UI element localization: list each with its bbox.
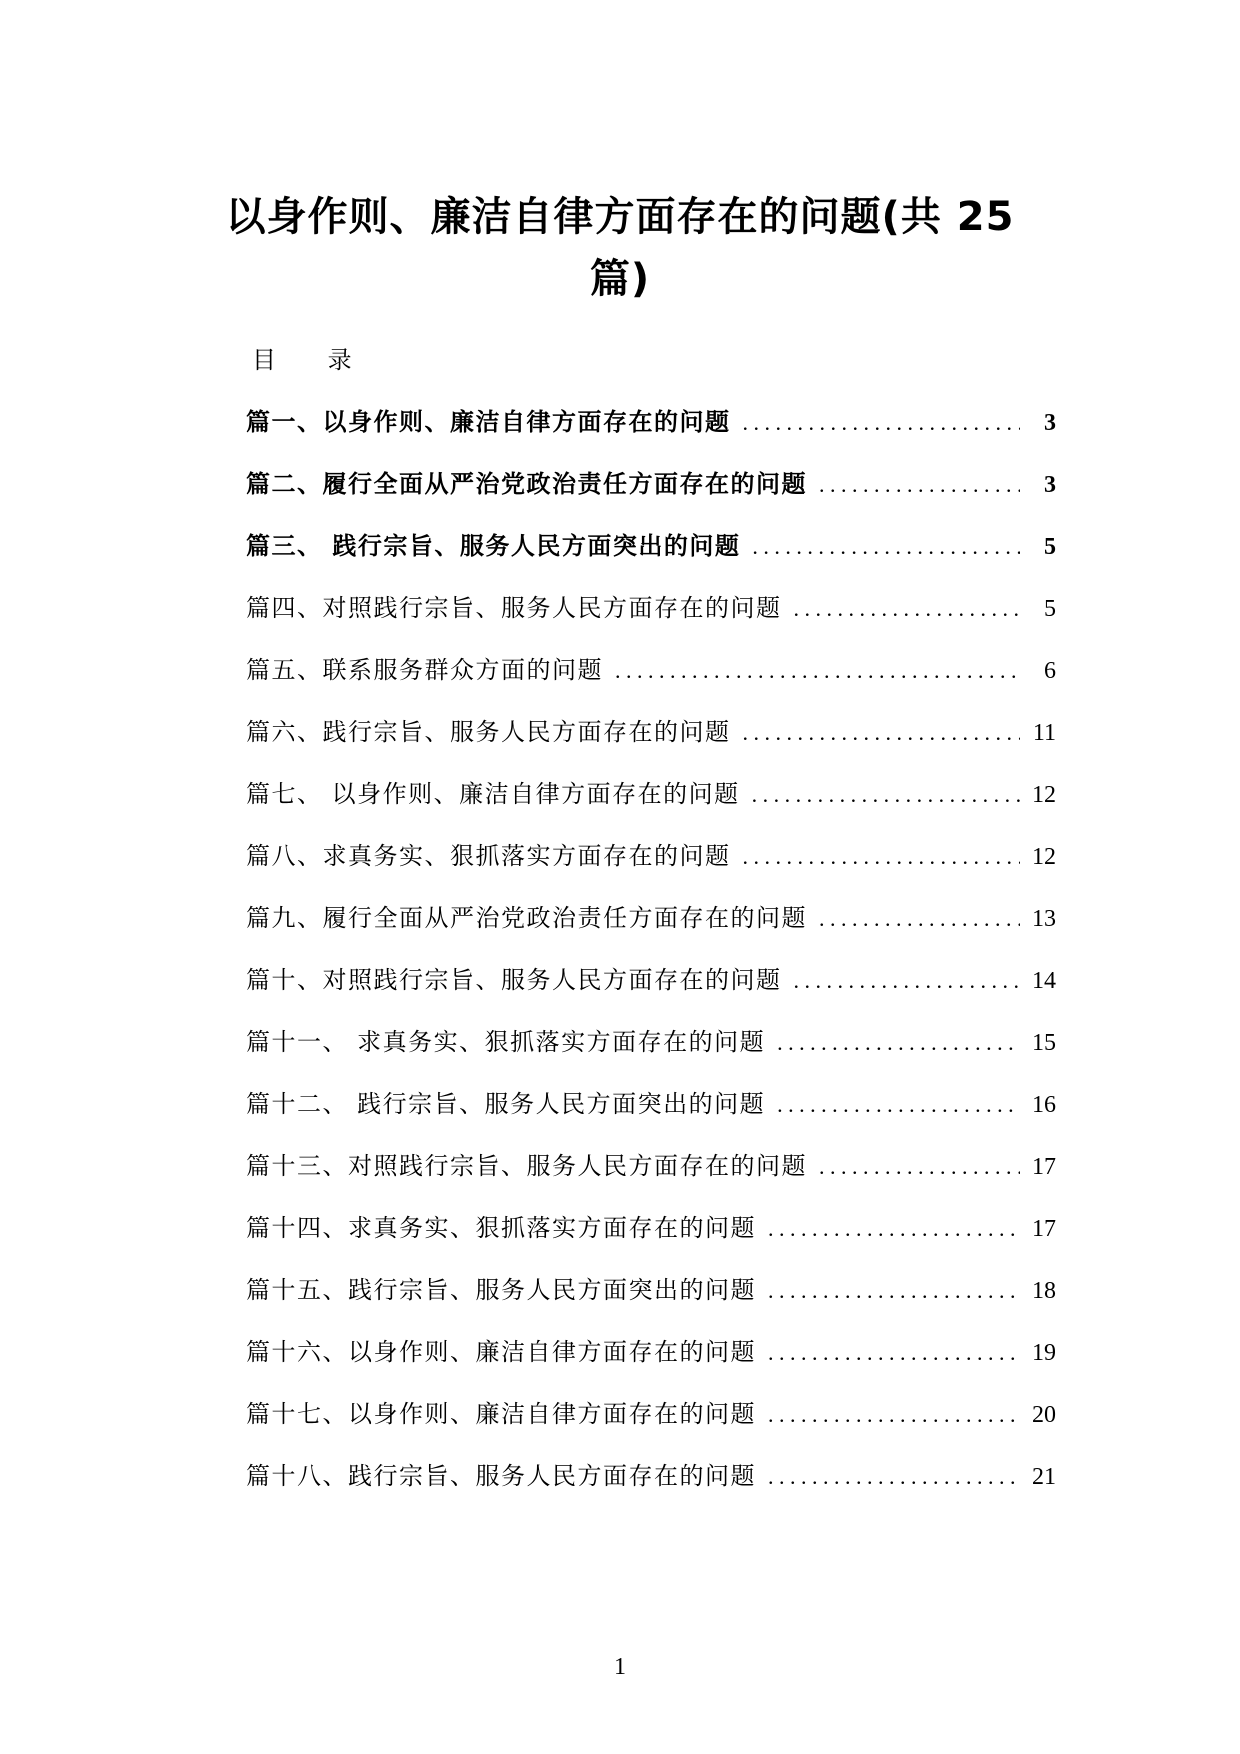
table-of-contents xyxy=(246,400,1056,1516)
toc-leader-dots xyxy=(777,1021,1020,1065)
toc-leader-dots xyxy=(794,959,1021,1003)
toc-entry[interactable] xyxy=(246,772,1056,834)
toc-entry-label: 篇八、求真务实、狠抓落实方面存在的问题 xyxy=(246,842,731,870)
toc-entry[interactable] xyxy=(246,1330,1056,1392)
toc-entry-label: 篇十、对照践行宗旨、服务人民方面存在的问题 xyxy=(246,966,782,994)
toc-entry-label: 篇六、践行宗旨、服务人民方面存在的问题 xyxy=(246,718,731,746)
toc-entry-page: 5 xyxy=(1044,534,1056,560)
toc-entry-page: 12 xyxy=(1032,782,1056,808)
toc-entry-label: 篇一、以身作则、廉洁自律方面存在的问题 xyxy=(246,408,731,436)
toc-entry-page: 5 xyxy=(1044,596,1056,622)
toc-entry[interactable] xyxy=(246,1268,1056,1330)
toc-entry-label: 篇九、履行全面从严治党政治责任方面存在的问题 xyxy=(246,904,807,932)
toc-entry[interactable] xyxy=(246,1144,1056,1206)
toc-leader-dots xyxy=(819,897,1020,941)
toc-entry[interactable] xyxy=(246,1392,1056,1454)
toc-entry-page: 3 xyxy=(1044,472,1056,498)
toc-entry[interactable] xyxy=(246,1454,1056,1516)
toc-entry[interactable] xyxy=(246,462,1056,524)
toc-entry-page: 12 xyxy=(1032,844,1056,870)
toc-entry-label: 篇十二、 践行宗旨、服务人民方面突出的问题 xyxy=(246,1090,766,1118)
toc-leader-dots xyxy=(794,587,1021,631)
toc-leader-dots xyxy=(777,1083,1020,1127)
toc-entry-page: 13 xyxy=(1032,906,1056,932)
toc-heading: 目 录 xyxy=(252,346,374,374)
toc-entry-label: 篇七、 以身作则、廉洁自律方面存在的问题 xyxy=(246,780,740,808)
toc-entry-page: 3 xyxy=(1044,410,1056,436)
toc-entry-label: 篇十八、践行宗旨、服务人民方面存在的问题 xyxy=(246,1462,756,1490)
toc-entry-page: 19 xyxy=(1032,1340,1056,1366)
toc-entry-page: 21 xyxy=(1032,1464,1056,1490)
toc-entry[interactable] xyxy=(246,834,1056,896)
toc-leader-dots xyxy=(615,649,1020,693)
toc-entry-label: 篇四、对照践行宗旨、服务人民方面存在的问题 xyxy=(246,594,782,622)
toc-entry[interactable] xyxy=(246,586,1056,648)
toc-leader-dots xyxy=(768,1207,1020,1251)
toc-leader-dots xyxy=(768,1393,1020,1437)
toc-leader-dots xyxy=(768,1455,1020,1499)
toc-entry-page: 18 xyxy=(1032,1278,1056,1304)
toc-entry-label: 篇十六、以身作则、廉洁自律方面存在的问题 xyxy=(246,1338,756,1366)
toc-entry[interactable] xyxy=(246,710,1056,772)
toc-entry-page: 20 xyxy=(1032,1402,1056,1428)
toc-leader-dots xyxy=(743,401,1021,445)
toc-entry-label: 篇三、 践行宗旨、服务人民方面突出的问题 xyxy=(246,532,741,560)
toc-entry-page: 6 xyxy=(1044,658,1056,684)
toc-entry-label: 篇五、联系服务群众方面的问题 xyxy=(246,656,603,684)
toc-entry-label: 篇十五、践行宗旨、服务人民方面突出的问题 xyxy=(246,1276,756,1304)
toc-leader-dots xyxy=(768,1331,1020,1375)
toc-leader-dots xyxy=(819,1145,1020,1189)
toc-entry-page: 16 xyxy=(1032,1092,1056,1118)
document-title: 以身作则、廉洁自律方面存在的问题(共 25 篇) xyxy=(225,194,1015,302)
toc-entry-page: 15 xyxy=(1032,1030,1056,1056)
page-number: 1 xyxy=(614,1654,626,1680)
toc-leader-dots xyxy=(752,773,1020,817)
toc-entry-page: 17 xyxy=(1032,1154,1056,1180)
toc-entry-label: 篇十四、求真务实、狠抓落实方面存在的问题 xyxy=(246,1214,756,1242)
toc-leader-dots xyxy=(743,835,1021,879)
toc-entry[interactable] xyxy=(246,1206,1056,1268)
toc-entry-label: 篇十一、 求真务实、狠抓落实方面存在的问题 xyxy=(246,1028,766,1056)
toc-entry-page: 11 xyxy=(1032,720,1056,746)
toc-entry-label: 篇十三、对照践行宗旨、服务人民方面存在的问题 xyxy=(246,1152,807,1180)
toc-entry[interactable] xyxy=(246,400,1056,462)
toc-leader-dots xyxy=(752,525,1020,569)
toc-entry-label: 篇二、履行全面从严治党政治责任方面存在的问题 xyxy=(246,470,807,498)
toc-entry-page: 17 xyxy=(1032,1216,1056,1242)
toc-entry[interactable] xyxy=(246,648,1056,710)
toc-entry-page: 14 xyxy=(1032,968,1056,994)
toc-entry[interactable] xyxy=(246,958,1056,1020)
toc-leader-dots xyxy=(768,1269,1020,1313)
toc-entry-label: 篇十七、以身作则、廉洁自律方面存在的问题 xyxy=(246,1400,756,1428)
toc-entry[interactable] xyxy=(246,896,1056,958)
toc-leader-dots xyxy=(743,711,1021,755)
toc-entry[interactable] xyxy=(246,524,1056,586)
toc-leader-dots xyxy=(819,463,1020,507)
toc-entry[interactable] xyxy=(246,1020,1056,1082)
toc-entry[interactable] xyxy=(246,1082,1056,1144)
